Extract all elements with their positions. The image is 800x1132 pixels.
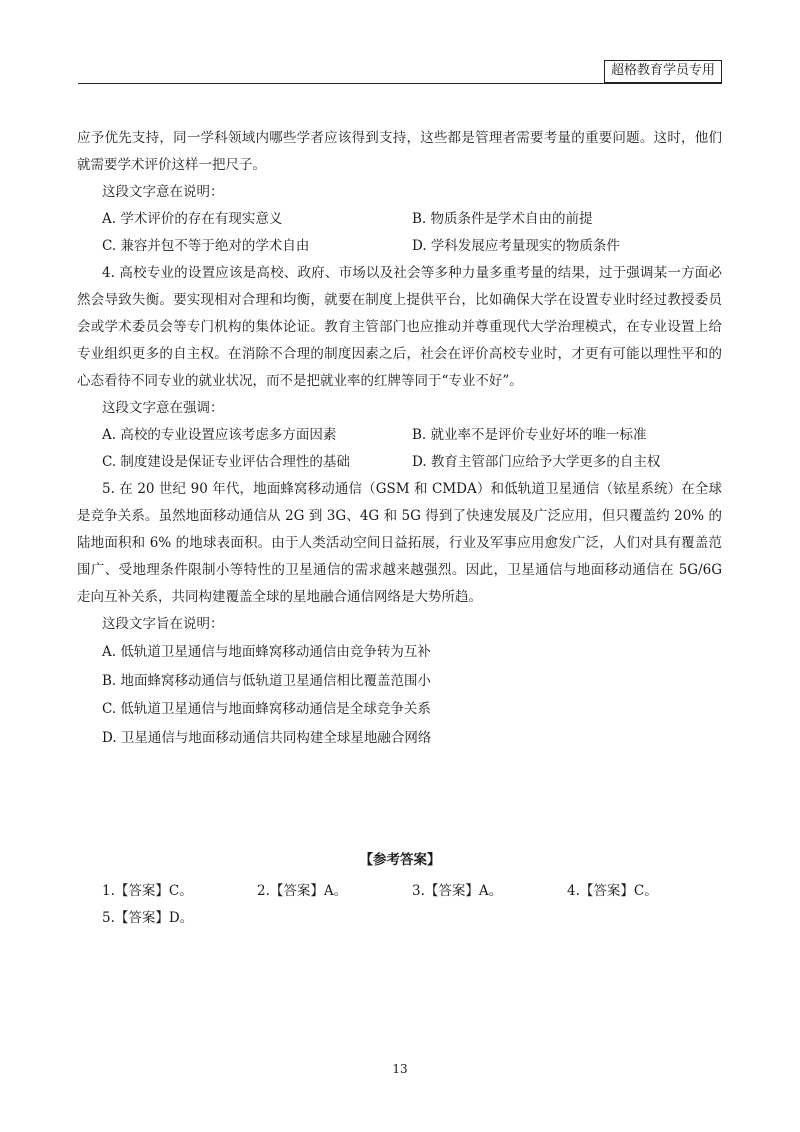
q4-option-a[interactable]: A. 高校的专业设置应该考虑多方面因素 (102, 427, 337, 443)
header-rule (78, 83, 722, 84)
q3-tail (77, 125, 722, 179)
answer-item: 5.【答案】D。 (102, 910, 194, 926)
q3-options-row-2 (102, 233, 722, 260)
q3-options-row-1 (102, 206, 722, 233)
answers-row-1 (102, 878, 722, 905)
q4-option-b[interactable]: B. 就业率不是评价专业好坏的唯一标准 (412, 427, 647, 443)
q5-option-b[interactable]: B. 地面蜂窝移动通信与低轨道卫星通信相比覆盖范围小 (102, 672, 432, 689)
q5-option-c[interactable]: C. 低轨道卫星通信与地面蜂窝移动通信是全球竞争关系 (102, 701, 431, 717)
q3-prompt: 这段文字意在说明： (102, 184, 224, 200)
q5-prompt: 这段文字旨在说明： (102, 616, 224, 632)
answers-list (102, 878, 722, 932)
q3-option-d[interactable]: D. 学科发展应考量现实的物质条件 (412, 238, 620, 254)
q4-text: 4. 高校专业的设置应该是高校、政府、市场以及社会等多种力量多重考量的结果，过于强调某一方面必然会导致失衡。要实现相对合理和均衡，就要在制度上提供平台，比如确保大学在设置专业时经过教授委员会或学术委员会等专门机构的集体论证。教育主管部门也应推动并尊重现代大学治理模式，在专业设置上给专业组织更多的自主权。在消除不合理的制度因素之后，社会在评价高校专业时，才更有可能以理性平和的心态看待不同专业的就业状况，而不是把就业率的红牌等同于“专业不好”。 (77, 265, 722, 389)
q5-option-a[interactable]: A. 低轨道卫星通信与地面蜂窝移动通信由竞争转为互补 (102, 644, 431, 660)
answer-item: 3.【答案】A。 (412, 883, 503, 899)
q4-options-row-1 (102, 422, 722, 449)
page-number: 13 (392, 1062, 408, 1076)
q4-question (77, 260, 722, 395)
q5-text: 5. 在 20 世纪 90 年代，地面蜂窝移动通信（GSM 和 CMDA）和低轨道卫星通信（铱星系统）在全球是竞争关系。虽然地面移动通信从 2G 到 3G、4G 和 5G 得到了快速发展及广泛应用，但只覆盖约 20% 的陆地面积和 6% 的地球表面积。由于人类活动空间日益拓展，行业及军事应用愈发广泛，人们对具有覆盖范围广、受地理条件限制小等特性的卫星通信的需求越来越强烈。因此，卫星通信与地面移动通信在 5G/6G 走向互补关系，共同构建覆盖全球的星地融合通信网络是大势所趋。 (77, 481, 722, 605)
q5-option-d[interactable]: D. 卫星通信与地面移动通信共同构建全球星地融合网络 (102, 729, 432, 746)
q5-question (77, 476, 722, 611)
q4-options-row-2 (102, 449, 722, 476)
q4-option-c[interactable]: C. 制度建设是保证专业评估合理性的基础 (102, 454, 350, 470)
answer-item: 1.【答案】C。 (102, 883, 193, 899)
q4-prompt: 这段文字意在强调： (102, 400, 224, 416)
header-tag: 超格教育学员专用 (604, 60, 722, 83)
answer-item: 2.【答案】A。 (257, 883, 348, 899)
page-content (77, 125, 722, 752)
q3-tail-text: 应予优先支持，同一学科领域内哪些学者应该得到支持，这些都是管理者需要考量的重要问题。这时，他们就需要学术评价这样一把尺子。 (77, 130, 722, 173)
q4-option-d[interactable]: D. 教育主管部门应给予大学更多的自主权 (412, 454, 661, 470)
answers-title: 【参考答案】 (359, 852, 441, 868)
q3-option-a[interactable]: A. 学术评价的存在有现实意义 (102, 211, 283, 227)
q3-option-b[interactable]: B. 物质条件是学术自由的前提 (412, 211, 593, 227)
q3-option-c[interactable]: C. 兼容并包不等于绝对的学术自由 (102, 238, 310, 254)
answers-row-2 (102, 905, 722, 932)
answer-item: 4.【答案】C。 (567, 883, 658, 899)
